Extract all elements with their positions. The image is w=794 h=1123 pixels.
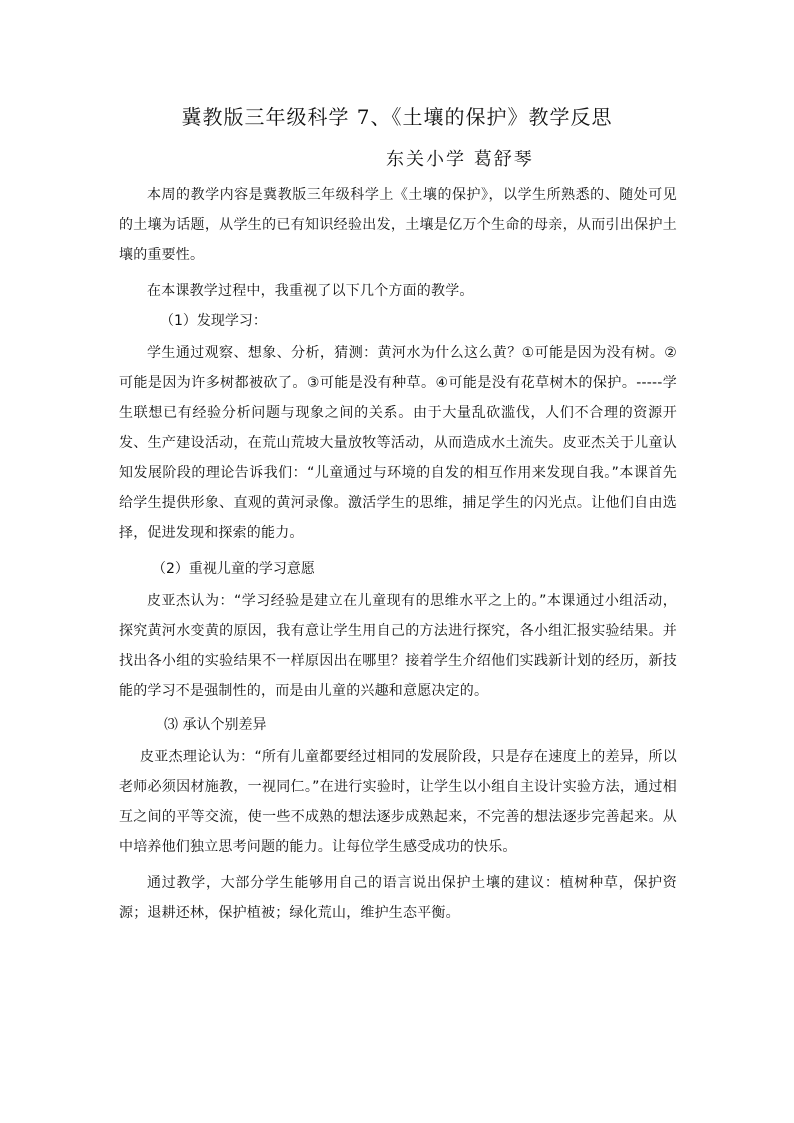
section-heading-2: （2）重视儿童的学习意愿 (152, 561, 315, 577)
section-1-paragraph: 学生通过观察、想象、分析，猜测：黄河水为什么这么黄？①可能是因为没有树。②可能是因为许多树都被砍了。③可能是没有种草。④可能是没有花草树木的保护。-----学生联想已有经验分析问题与现象之间的关系。由于大量乱砍滥伐，人们不合理的资源开发、生产建设活动，在荒山荒坡大量放牧等活动，从而造成水土流失。皮亚杰关于儿童认知发展阶段的理论告诉我们：“儿童通过与环境的自发的相互作用来发现自我。”本课首先给学生提供形象、直观的黄河录像。激活学生的思维，捕足学生的闪光点。让他们自由选择，促进发现和探索的能力。 (119, 345, 677, 541)
intro-paragraph: 本周的教学内容是冀教版三年级科学上《土壤的保护》，以学生所熟悉的、随处可见的土壤为话题，从学生的已有知识经验出发，土壤是亿万个生命的母亲，从而引出保护土壤的重要性。 (119, 187, 677, 263)
section-2-paragraph: 皮亚杰认为：“学习经验是建立在儿童现有的思维水平之上的。”本课通过小组活动，探究黄河水变黄的原因，我有意让学生用自己的方法进行探究，各小组汇报实验结果。并找出各小组的实验结果不一样原因出在哪里？接着学生介绍他们实践新计划的经历，新技能的学习不是强制性的，而是由儿童的兴趣和意愿决定的。 (119, 593, 677, 699)
section-heading-1: （1）发现学习： (160, 313, 267, 329)
document-title: 冀教版三年级科学 7、《土壤的保护》教学反思 (181, 105, 613, 129)
section-3-paragraph: 皮亚杰理论认为：“所有儿童都要经过相同的发展阶段，只是存在速度上的差异，所以老师必须因材施教，一视同仁。”在进行实验时，让学生以小组自主设计实验方法，通过相互之间的平等交流，使一些不成熟的想法逐步成熟起来，不完善的想法逐步完善起来。从中培养他们独立思考问题的能力。让每位学生感受成功的快乐。 (119, 749, 677, 855)
document-author: 东关小学 葛舒琴 (386, 149, 534, 170)
section-heading-3: ⑶ 承认个别差异 (164, 717, 267, 733)
overview-paragraph: 在本课教学过程中，我重视了以下几个方面的教学。 (147, 283, 474, 299)
conclusion-paragraph: 通过教学，大部分学生能够用自己的语言说出保护土壤的建议：植树种草，保护资源；退耕还林，保护植被；绿化荒山，维护生态平衡。 (119, 875, 677, 921)
